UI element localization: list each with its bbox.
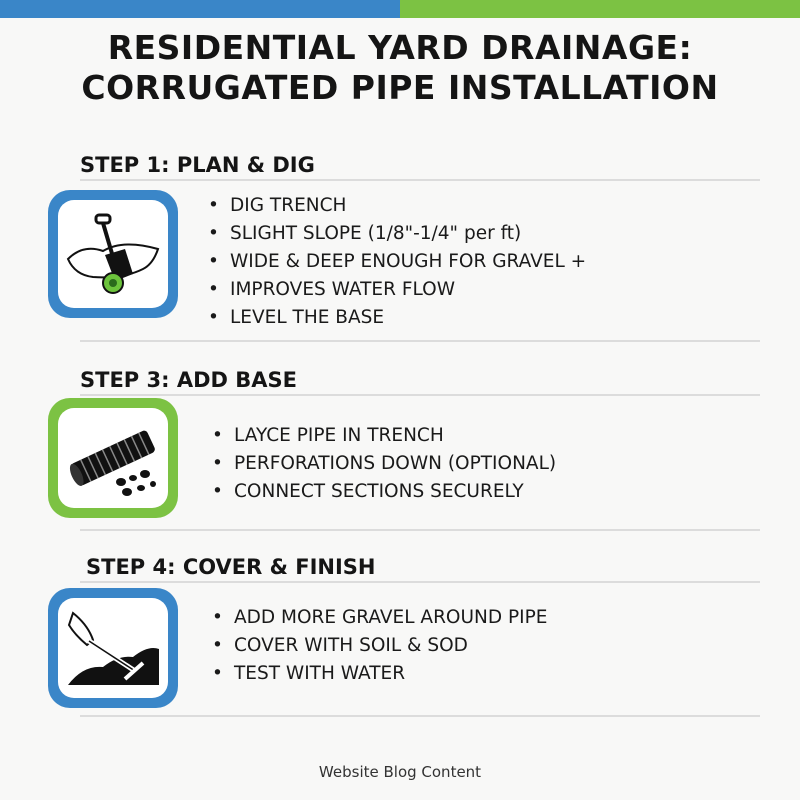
divider xyxy=(80,394,760,396)
divider xyxy=(80,340,760,342)
header-bar-blue xyxy=(0,0,400,18)
title-line-2: CORRUGATED PIPE INSTALLATION xyxy=(81,68,719,107)
header-bar-green xyxy=(400,0,800,18)
corrugated-pipe-icon xyxy=(48,398,178,518)
bullet-item: • IMPROVES WATER FLOW xyxy=(208,276,586,304)
footer-text: Website Blog Content xyxy=(318,763,482,781)
title-line-1: RESIDENTIAL YARD DRAINAGE: xyxy=(107,28,693,67)
divider xyxy=(80,581,760,583)
bullet-item: • WIDE & DEEP ENOUGH FOR GRAVEL + xyxy=(208,248,586,276)
bullet-item: • ADD MORE GRAVEL AROUND PIPE xyxy=(212,604,547,632)
step-4-bullets xyxy=(212,604,547,688)
divider xyxy=(80,715,760,717)
step-1-heading: STEP 1: PLAN & DIG xyxy=(80,153,315,177)
bullet-item: • LAYCE PIPE IN TRENCH xyxy=(212,422,556,450)
step-1-bullets xyxy=(208,192,586,332)
divider xyxy=(80,529,760,531)
rake-soil-icon xyxy=(48,588,178,708)
shovel-tape-measure-icon xyxy=(48,190,178,318)
bullet-item: • COVER WITH SOIL & SOD xyxy=(212,632,547,660)
bullet-item: • CONNECT SECTIONS SECURELY xyxy=(212,478,556,506)
bullet-item: • TEST WITH WATER xyxy=(212,660,547,688)
bullet-item: • LEVEL THE BASE xyxy=(208,304,586,332)
step-3-heading: STEP 3: ADD BASE xyxy=(80,368,297,392)
bullet-item: • PERFORATIONS DOWN (OPTIONAL) xyxy=(212,450,556,478)
bullet-item: • DIG TRENCH xyxy=(208,192,586,220)
step-3-bullets xyxy=(212,422,556,506)
divider xyxy=(80,179,760,181)
bullet-item: • SLIGHT SLOPE (1/8"-1/4" per ft) xyxy=(208,220,586,248)
step-4-heading: STEP 4: COVER & FINISH xyxy=(86,555,376,579)
